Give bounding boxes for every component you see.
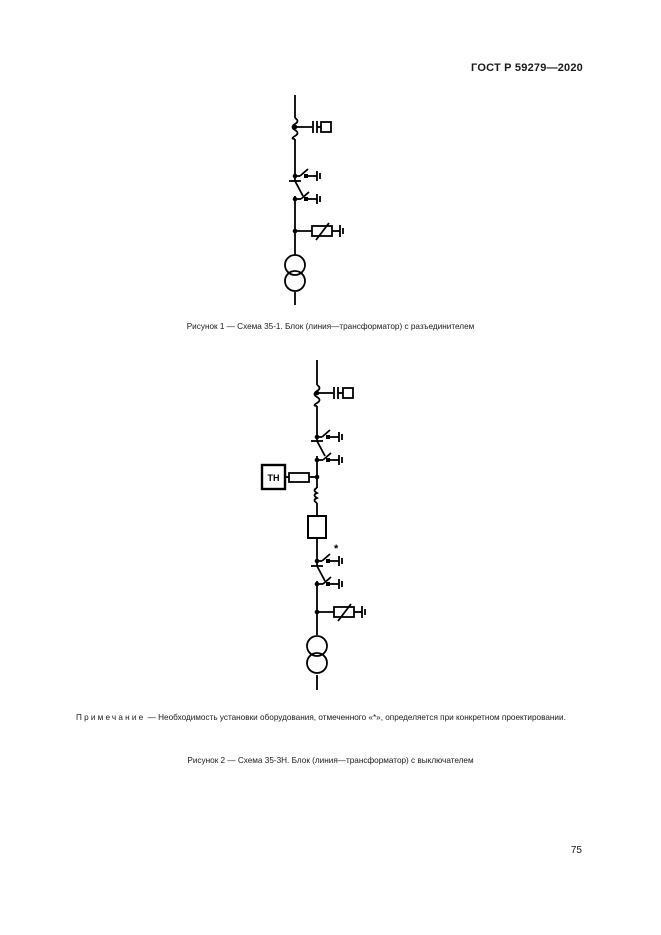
note-paragraph	[76, 711, 586, 724]
note-label: Примечание	[76, 713, 146, 722]
figure1-caption: Рисунок 1 — Схема 35-1. Блок (линия—трансформатор) с разъединителем	[186, 322, 475, 331]
asterisk-mark: *	[334, 543, 339, 555]
standard-number: ГОСТ Р 59279—2020	[471, 62, 583, 74]
note-text: — Необходимость установки оборудования, отмеченного «*», определяется при конкретном проектировании.	[145, 713, 566, 722]
vt-label: ТН	[267, 473, 280, 483]
figure2-caption: Рисунок 2 — Схема 35-3Н. Блок (линия—трансформатор) с выключателем	[187, 756, 474, 765]
page-number: 75	[570, 845, 582, 856]
